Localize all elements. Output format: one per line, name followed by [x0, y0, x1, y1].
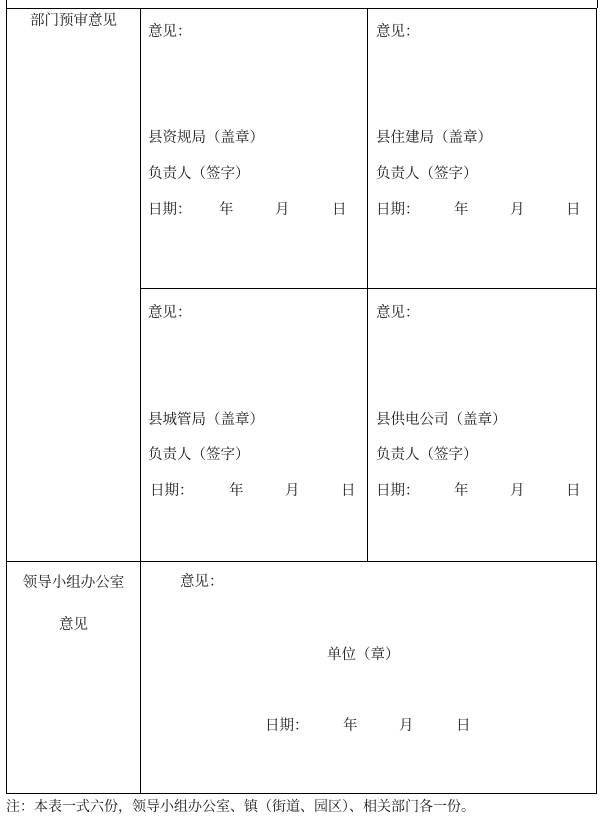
- date-year: 年: [454, 202, 469, 218]
- opinion-label: 意见：: [376, 24, 420, 40]
- date-year: 年: [219, 202, 234, 218]
- leader-office-label-line2: 意见: [59, 617, 88, 633]
- person-sign-label: 负责人（签字）: [148, 166, 250, 182]
- date-month: 月: [285, 483, 300, 499]
- dept-review-label: 部门预审意见: [30, 13, 117, 29]
- date-label: 日期：: [265, 718, 309, 734]
- opinion-block-gongdian: [368, 289, 597, 562]
- opinion-label: 意见：: [148, 305, 192, 321]
- date-day: 日: [456, 718, 471, 734]
- opinion-label: 意见：: [148, 24, 192, 40]
- date-month: 月: [510, 483, 525, 499]
- table-top-continuation: [6, 0, 598, 8]
- date-month: 月: [510, 202, 525, 218]
- person-sign-label: 负责人（签字）: [148, 447, 250, 463]
- date-year: 年: [454, 483, 469, 499]
- date-label: 日期：: [376, 483, 420, 499]
- date-month: 月: [399, 718, 414, 734]
- opinion-label: 意见：: [180, 574, 224, 590]
- date-day: 日: [332, 202, 347, 218]
- dept-review-label-cell: [7, 9, 141, 562]
- date-year: 年: [229, 483, 244, 499]
- opinion-block-zigui: [141, 9, 368, 289]
- opinion-label: 意见：: [376, 305, 420, 321]
- leader-office-label-line1: 领导小组办公室: [22, 575, 125, 591]
- date-label: 日期：: [148, 202, 192, 218]
- leader-office-opinion-block: [141, 562, 597, 794]
- unit-seal-label: 单位（章）: [327, 647, 400, 663]
- leader-office-label-cell: [7, 562, 141, 794]
- date-label: 日期：: [150, 483, 194, 499]
- date-day: 日: [566, 202, 581, 218]
- date-year: 年: [343, 718, 358, 734]
- unit-stamp-label: 县供电公司（盖章）: [376, 412, 507, 428]
- date-day: 日: [341, 483, 356, 499]
- unit-stamp-label: 县资规局（盖章）: [148, 130, 264, 146]
- footnote: 注：本表一式六份，领导小组办公室、镇（街道、园区）、相关部门各一份。: [6, 799, 475, 815]
- opinion-block-chengguan: [141, 289, 368, 562]
- unit-stamp-label: 县城管局（盖章）: [148, 412, 264, 428]
- date-day: 日: [566, 483, 581, 499]
- date-label: 日期：: [376, 202, 420, 218]
- person-sign-label: 负责人（签字）: [376, 166, 478, 182]
- date-month: 月: [275, 202, 290, 218]
- opinion-block-zhujian: [368, 9, 597, 289]
- person-sign-label: 负责人（签字）: [376, 447, 478, 463]
- approval-form-table: [6, 8, 597, 794]
- unit-stamp-label: 县住建局（盖章）: [376, 130, 492, 146]
